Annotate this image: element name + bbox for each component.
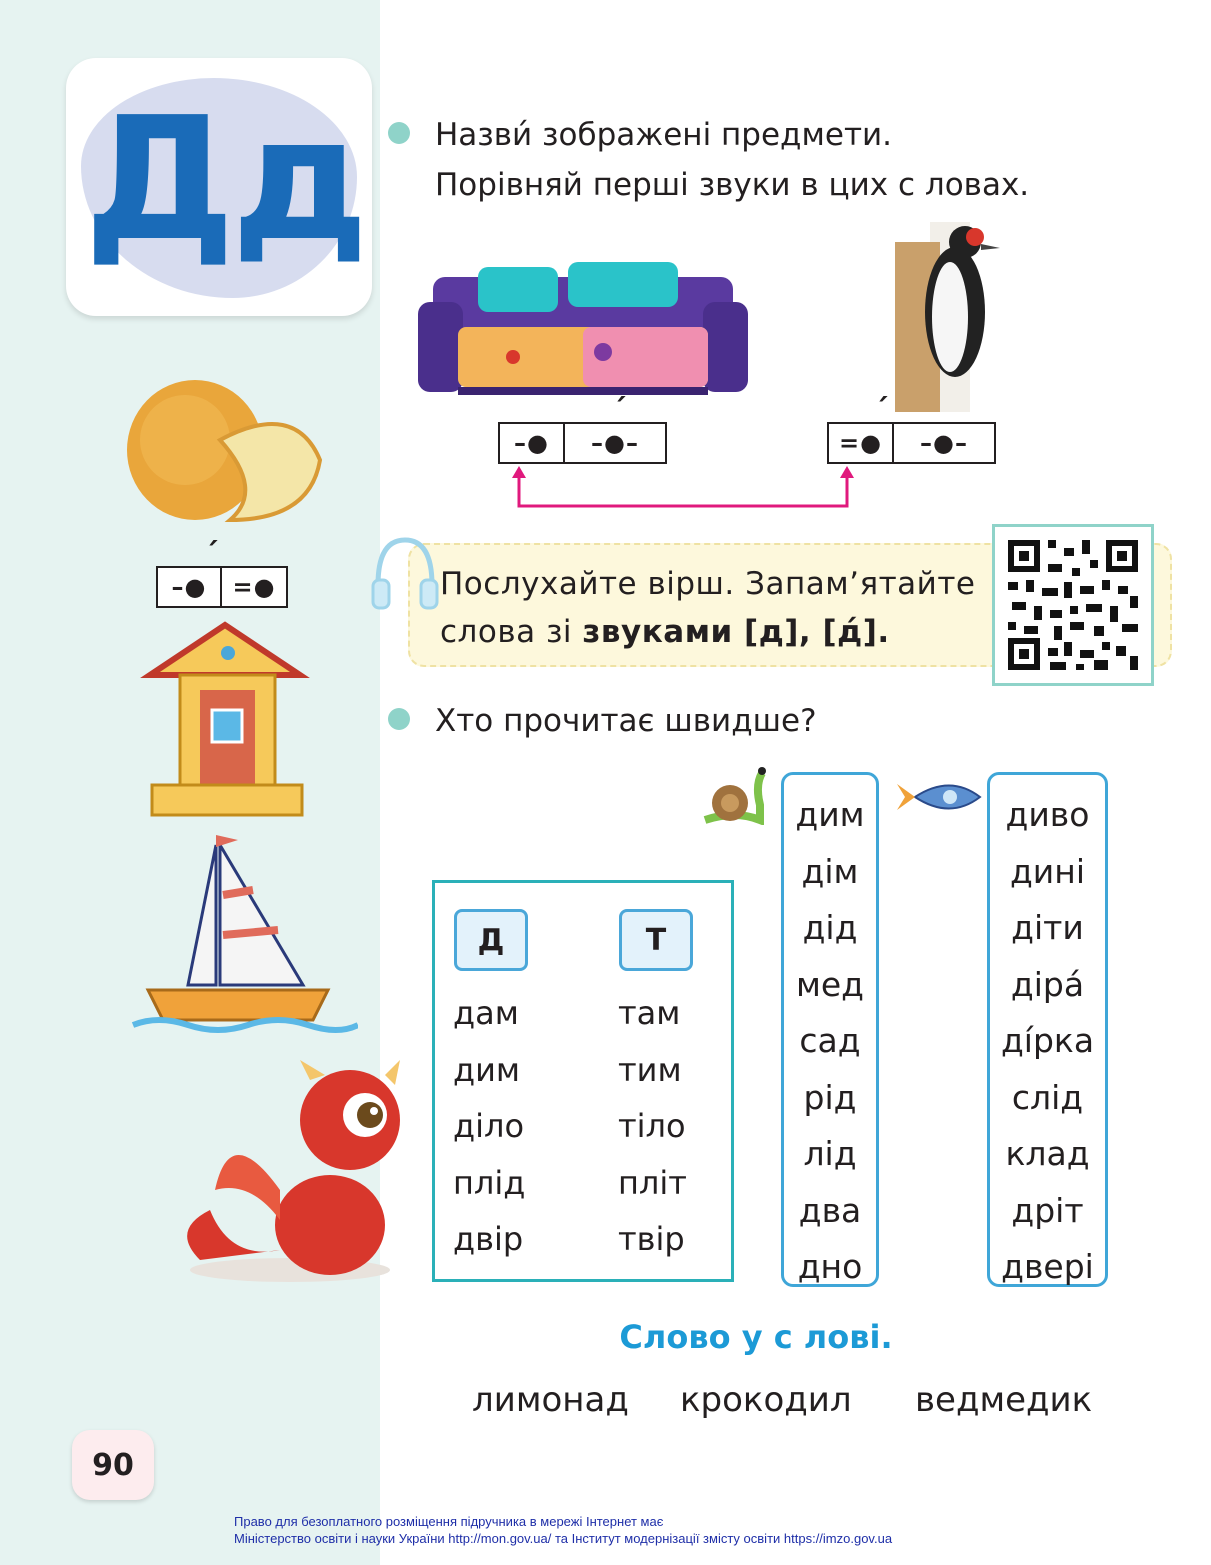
letter-title: Дд [84,81,365,279]
sailboat-icon [128,835,358,1035]
list-item: плід [453,1163,526,1202]
task-bullet [388,708,410,730]
stress-mark: ˊ [874,393,889,428]
list-item: дим [795,795,865,834]
footer-line2: Міністерство освіти і науки України http://mon.gov.ua/ та Інститут модернізації змісту освіти https://imzo.gov.ua [234,1531,893,1546]
scheme-cell: –●– [591,429,639,457]
list-item: лід [803,1134,857,1173]
stress-mark: ˊ [204,537,219,572]
list-item: пліт [618,1163,687,1202]
listen-line2 [440,608,975,656]
list-item: дід [802,908,858,947]
task1-line2: Порівняй перші звуки в цих с ловах. [435,167,1030,203]
scheme-cell: –● [158,568,222,606]
scheme-cell: =● [232,573,276,601]
letter-card [66,58,372,316]
woodpecker-icon [835,222,1000,412]
footer [234,1513,892,1547]
list-item: сад [799,1021,861,1060]
task1-line1: Назви́ зображені предмети. [435,117,893,153]
task-bullet [388,122,410,144]
d-words-column [453,985,525,1268]
scheme-cell: –●– [920,429,968,457]
list-item: ді́рка [1000,1021,1095,1060]
qr-code[interactable] [992,524,1154,686]
list-item: двір [453,1220,524,1258]
column-header-d: Д [454,909,528,971]
list-item: диво [1005,795,1090,834]
house-letter-icon [140,620,310,820]
listen-text [440,560,975,656]
list-item: слід [1011,1077,1084,1117]
list-item: два [798,1190,862,1230]
headphones-icon [370,535,440,615]
t-words-column [618,985,687,1268]
word-in-word-item: крокодил [680,1380,852,1420]
listen-line2-bold: звуками [д], [д́]. [582,614,890,650]
list-item: рід [803,1077,857,1117]
slow-reading-column [781,772,879,1287]
task2-text: Хто прочитає швидше? [435,703,817,739]
list-item: дім [801,851,859,891]
melon-icon [125,380,325,530]
list-item: діти [1011,908,1084,947]
list-item: дно [797,1247,863,1286]
rocket-icon [895,772,985,822]
list-item: твір [618,1220,685,1258]
word-in-word-item: ведмедик [915,1380,1093,1420]
scheme-cell: –● [500,424,565,462]
list-item: дріт [1011,1190,1084,1230]
list-item: дам [453,994,519,1032]
fast-reading-column [987,772,1108,1287]
listen-line1: Послухайте вірш. Запам’ятайте [440,566,976,602]
list-item: клад [1005,1134,1090,1173]
list-item: дині [1009,851,1085,891]
list-item: двері [1001,1247,1094,1286]
page-number: 90 [72,1430,154,1500]
dragon-icon [160,1060,420,1295]
list-item: там [618,994,681,1032]
scheme-cell: =● [829,424,894,462]
listen-line2-prefix: слова зі [440,614,583,650]
column-header-t: Т [619,909,693,971]
word-in-word-item: лимонад [472,1380,629,1420]
compare-arrow [508,464,858,512]
list-item: тіло [618,1107,686,1145]
list-item: дим [453,1050,521,1089]
list-item: мед [795,964,864,1004]
stress-mark: ˊ [612,393,627,428]
list-item: діло [453,1107,525,1145]
sofa-sound-scheme [498,422,667,464]
sofa-icon [418,232,748,407]
list-item: діра́ [1010,964,1085,1004]
d-t-words-table [432,880,734,1282]
list-item: тим [618,1050,682,1089]
footer-line1: Право для безоплатного розміщення підручника в мережі Інтернет має [234,1514,664,1529]
snail-icon [700,765,770,825]
melon-sound-scheme [156,566,288,608]
word-in-word-title: Слово у с лові. [619,1318,893,1356]
qr-code-icon [998,530,1148,680]
woodpecker-sound-scheme [827,422,996,464]
